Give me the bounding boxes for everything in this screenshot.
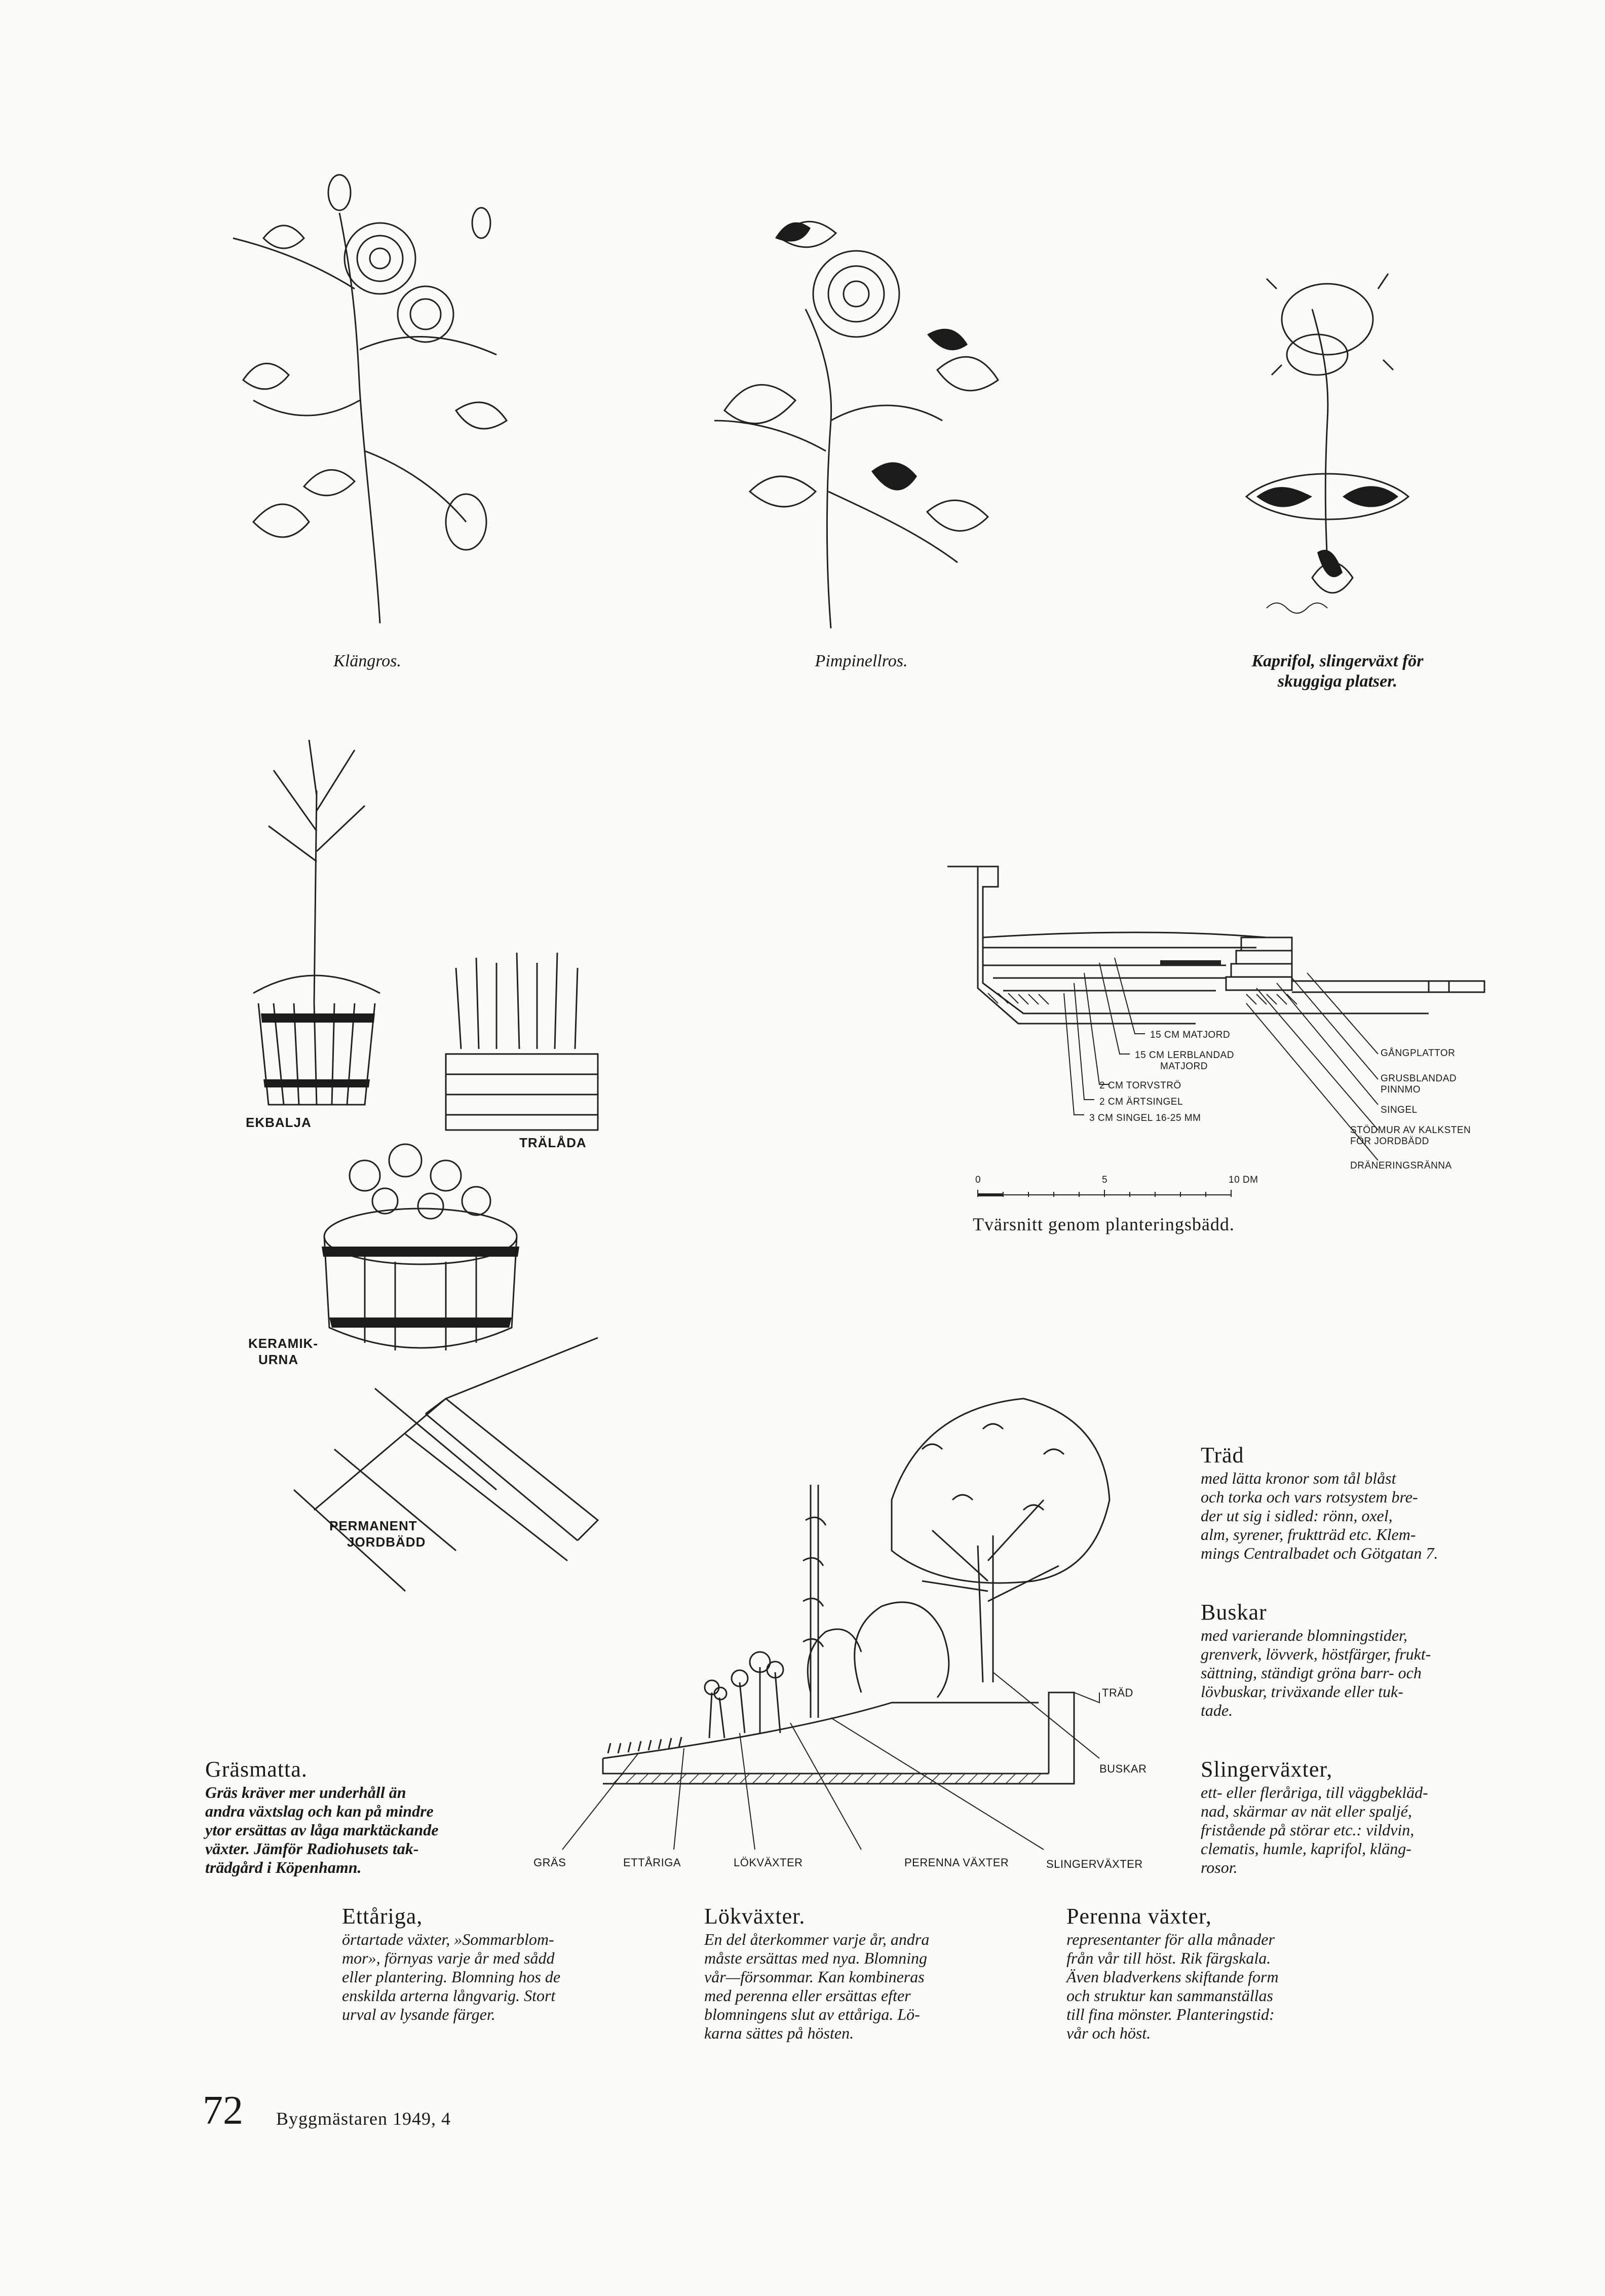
layer-matjord: MATJORD xyxy=(1160,1061,1208,1072)
permanent-label-line2: JORDBÄDD xyxy=(347,1534,426,1550)
section-buskar-body: med varierande blomningstider, grenverk, lövverk, höstfärger, frukt- sättning, ständigt gröna barr- och lövbuskar, triväxande eller tuk- tade. xyxy=(1201,1626,1431,1719)
publication-footer: Byggmästaren 1949, 4 xyxy=(276,2109,451,2129)
diagram-label-gras: GRÄS xyxy=(533,1856,566,1869)
keramik-label-line1: KERAMIK- xyxy=(248,1336,318,1351)
section-grasmatta-body: Gräs kräver mer underhåll än andra växtslag och kan på mindre ytor ersättas av låga marktäckande växter. Jämför Radiohusets tak- trädgård i Köpenhamn. xyxy=(205,1783,439,1876)
permanent-label-line1: PERMANENT xyxy=(329,1518,417,1533)
section-buskar-title: Buskar xyxy=(1201,1600,1267,1625)
section-buskar xyxy=(1201,1599,1492,1720)
section-slingervaxter-body: ett- eller fleråriga, till väggbekläd- nad, skärmar av nät eller spaljé, fristående på störar etc.: vildvin, clematis, humle, kaprifol, kläng- rosor. xyxy=(1201,1783,1428,1876)
label-grusblandad: GRUSBLANDAD xyxy=(1381,1073,1457,1084)
section-trad-title: Träd xyxy=(1201,1443,1244,1467)
klangros-caption: Klängros. xyxy=(333,652,401,670)
kaprifol-illustration xyxy=(1236,258,1419,623)
layer-15cm-lerblandad: 15 CM LERBLANDAD xyxy=(1135,1050,1234,1061)
diagram-label-ettariga: ETTÅRIGA xyxy=(623,1856,681,1869)
section-ettariga xyxy=(342,1903,641,2024)
section-lokvaxter-title: Lökväxter. xyxy=(704,1904,806,1929)
kaprifol-caption xyxy=(1216,651,1459,692)
tralada-label: TRÄLÅDA xyxy=(519,1135,587,1150)
label-for-jordbadd: FÖR JORDBÄDD xyxy=(1350,1136,1429,1147)
cross-section-caption: Tvärsnitt genom planteringsbädd. xyxy=(973,1214,1235,1234)
section-slingervaxter xyxy=(1201,1756,1492,1877)
kaprifol-caption-line2: skuggiga platser. xyxy=(1277,672,1398,691)
diagram-label-trad: TRÄD xyxy=(1102,1686,1133,1699)
kaprifol-caption-line1: Kaprifol, slingerväxt för xyxy=(1251,652,1424,670)
scale-tick-5: 5 xyxy=(1102,1175,1108,1185)
section-perenna-body: representanter för alla månader från vår till höst. Rik färgskala. Även bladverkens skiftande form och struktur kan sammanställas till fina mönster. Planteringstid: vår och höst. xyxy=(1066,1930,1279,2042)
layer-15cm-matjord: 15 CM MATJORD xyxy=(1150,1030,1231,1040)
section-ettariga-body: örtartade växter, »Sommarblom- mor», förnyas varje år med sådd eller plantering. Blomning hos de enskilda arterna långvarig. Stort urval av lysande färger. xyxy=(342,1930,561,2023)
diagram-label-slingervaxter: SLINGERVÄXTER xyxy=(1046,1858,1143,1870)
section-lokvaxter xyxy=(704,1903,1003,2043)
label-stodmur: STÖDMUR AV KALKSTEN xyxy=(1350,1125,1471,1136)
permanent-jordbadd-label xyxy=(329,1518,426,1550)
label-draneringsranna: DRÄNERINGSRÄNNA xyxy=(1350,1160,1452,1171)
layer-3cm-singel: 3 CM SINGEL 16-25 MM xyxy=(1089,1113,1201,1123)
page-number: 72 xyxy=(203,2088,243,2133)
section-perenna-title: Perenna växter, xyxy=(1066,1904,1212,1929)
section-lokvaxter-body: En del återkommer varje år, andra måste ersättas med nya. Blomning vår—försommar. Kan kombineras med perenna eller ersättas efter blomningens slut av ettåriga. Lö- karna sättes på hösten. xyxy=(704,1930,930,2042)
ekbalja-label: EKBALJA xyxy=(246,1115,312,1130)
section-slingervaxter-title: Slingerväxter, xyxy=(1201,1757,1333,1782)
cross-section-leaders xyxy=(1054,953,1398,1181)
section-ettariga-title: Ettåriga, xyxy=(342,1904,423,1929)
diagram-label-lokvaxter: LÖKVÄXTER xyxy=(734,1856,803,1869)
section-perenna xyxy=(1066,1903,1365,2043)
label-gangplattor: GÅNGPLATTOR xyxy=(1381,1048,1456,1059)
klangros-illustration xyxy=(213,137,527,633)
planting-diagram xyxy=(537,1368,1145,1850)
label-singel: SINGEL xyxy=(1381,1105,1418,1115)
section-grasmatta-title: Gräsmatta. xyxy=(205,1757,308,1782)
diagram-label-buskar: BUSKAR xyxy=(1099,1762,1147,1775)
diagram-label-perenna: PERENNA VÄXTER xyxy=(904,1856,1009,1869)
section-trad-body: med lätta kronor som tål blåst och torka och vars rotsystem bre- der ut sig i sidled: rönn, oxel, alm, syrener, fruktträd etc. Klem- mings Centralbadet och Götgatan 7. xyxy=(1201,1469,1438,1562)
label-pinnmo: PINNMO xyxy=(1381,1084,1421,1095)
layer-2cm-artsingel: 2 CM ÄRTSINGEL xyxy=(1099,1097,1183,1107)
section-trad xyxy=(1201,1442,1492,1563)
keramik-urna-label xyxy=(248,1335,318,1368)
scale-bar xyxy=(978,1186,1241,1201)
layer-2cm-torvstro: 2 CM TORVSTRÖ xyxy=(1099,1080,1181,1091)
pimpinellros-caption: Pimpinellros. xyxy=(815,652,908,670)
scale-tick-0: 0 xyxy=(975,1175,981,1185)
scale-tick-10: 10 DM xyxy=(1229,1175,1258,1185)
section-grasmatta xyxy=(205,1756,499,1877)
pimpinellros-illustration xyxy=(704,208,1018,628)
keramik-label-line2: URNA xyxy=(258,1352,299,1367)
